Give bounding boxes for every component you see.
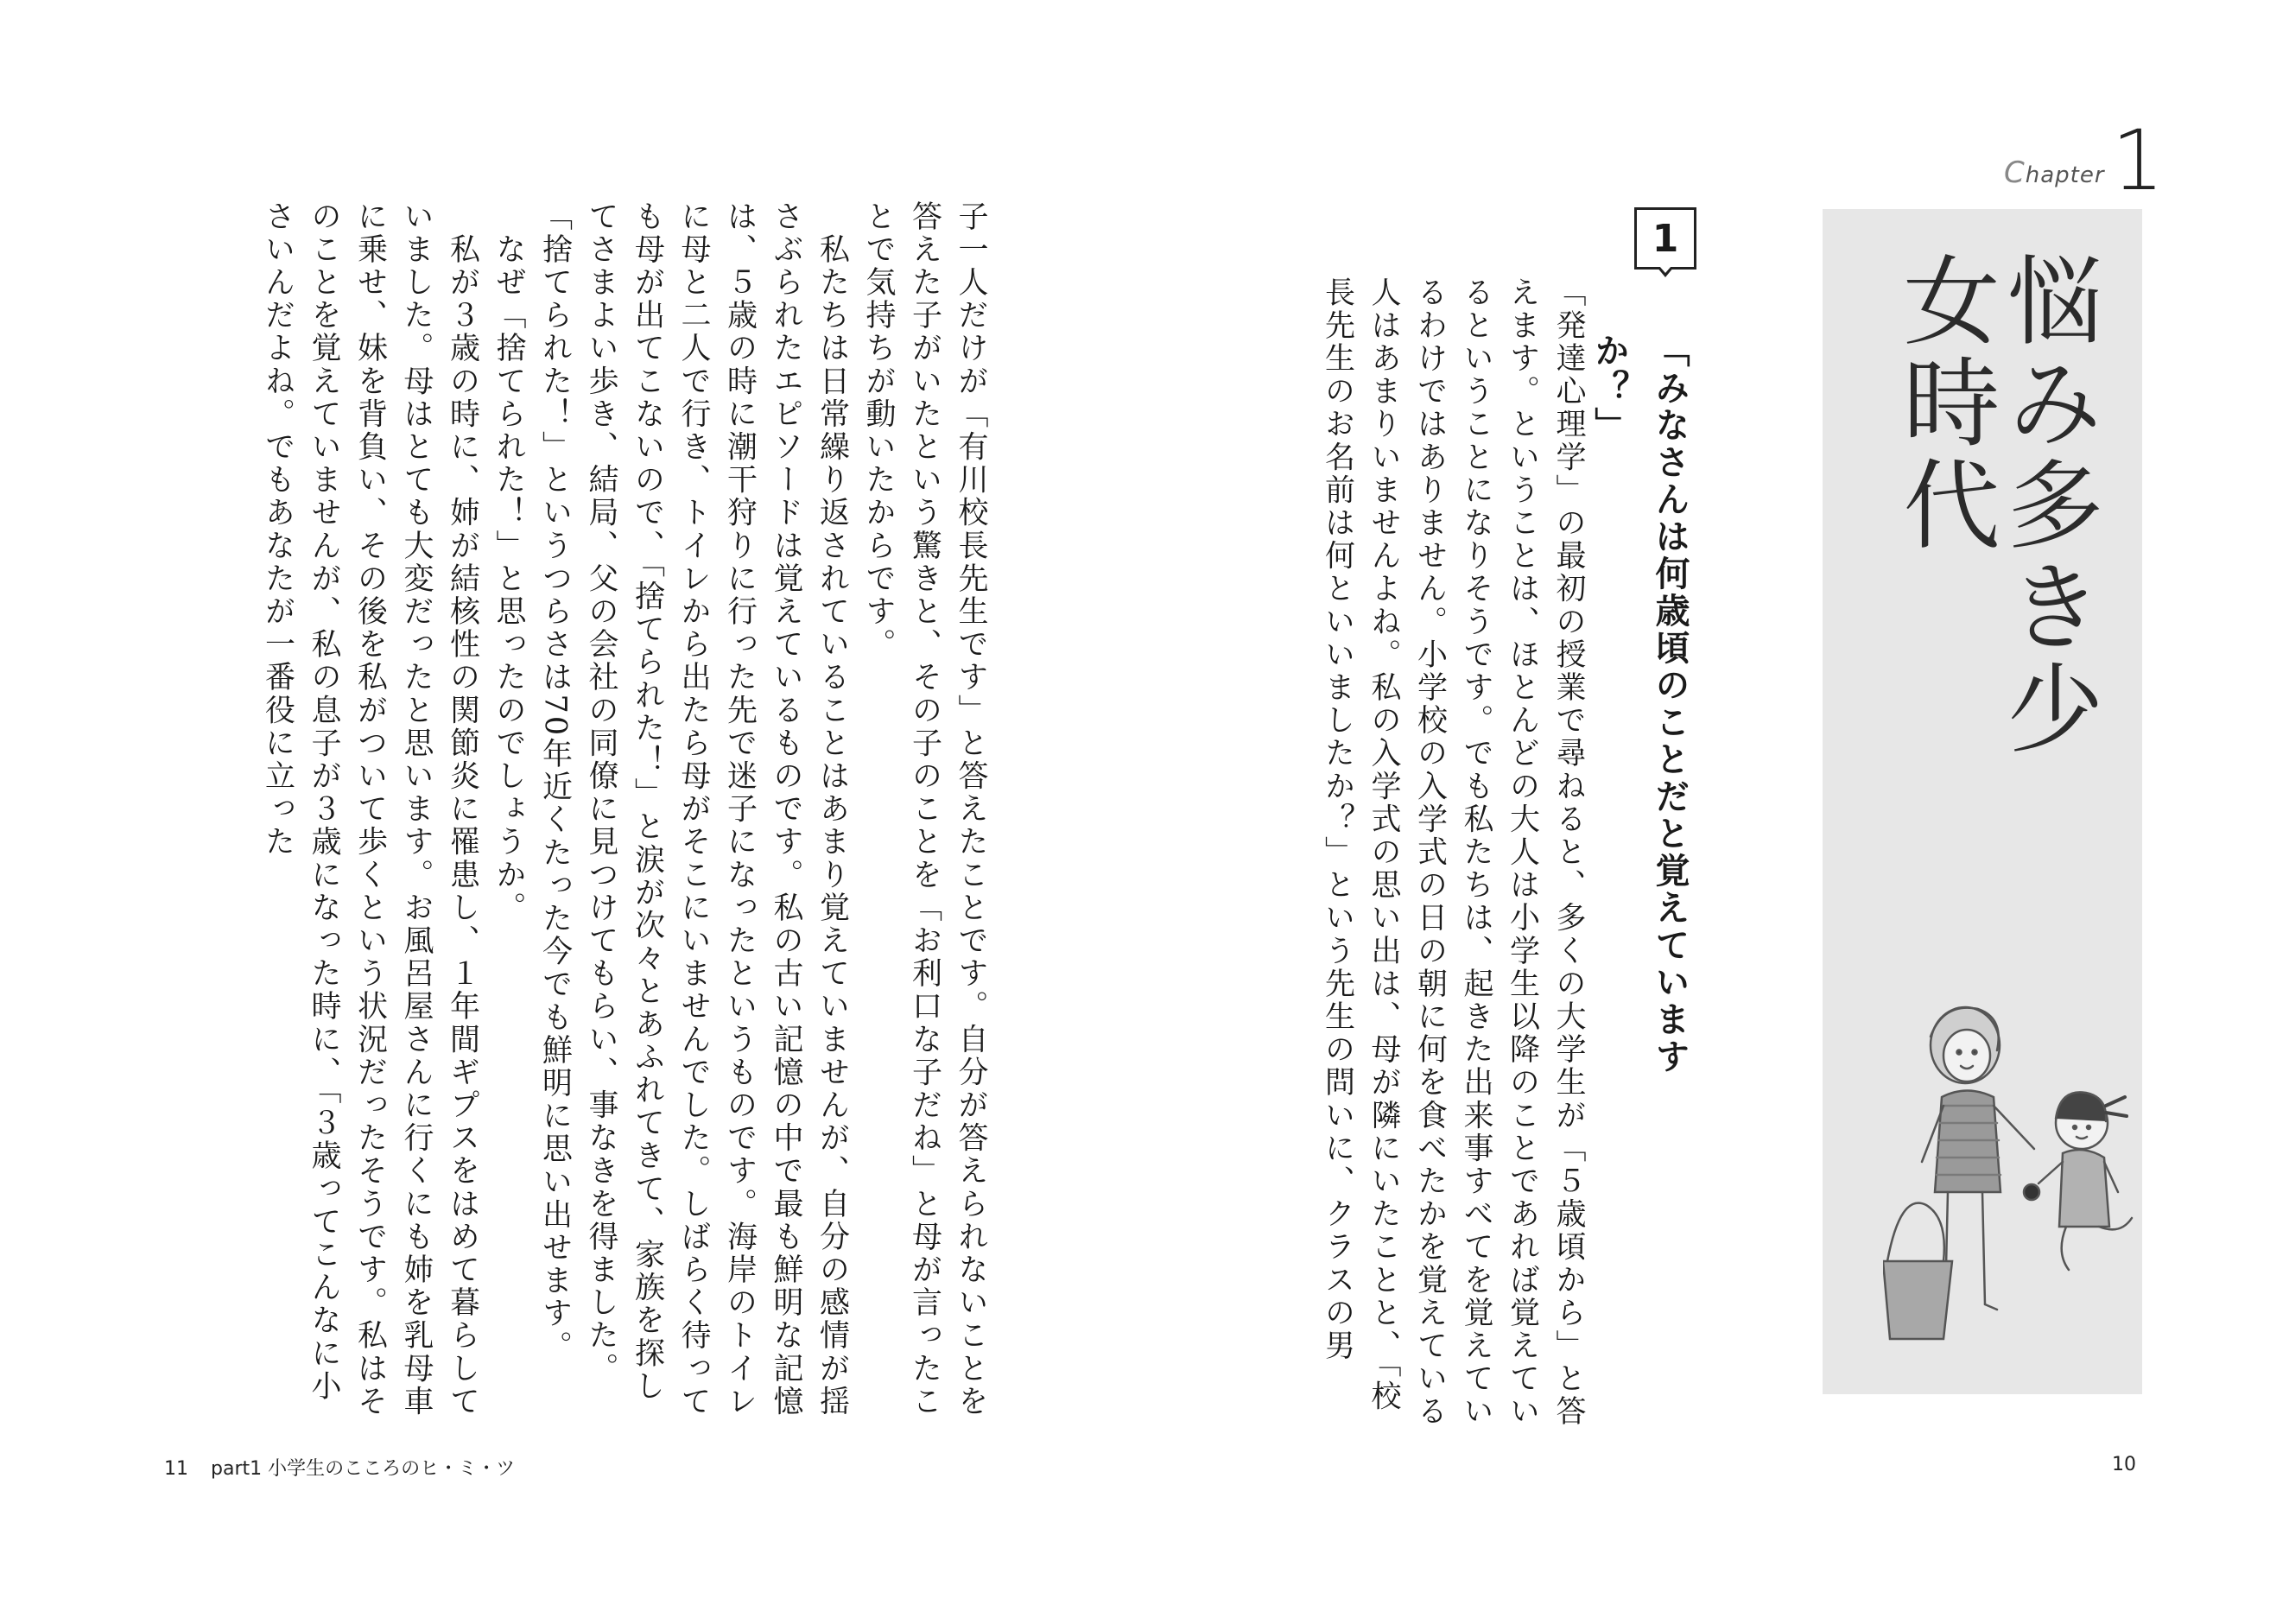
- mother-and-daughter-illustration-icon: [1883, 976, 2142, 1391]
- chapter-title: 悩み多き少女時代: [1887, 251, 2103, 760]
- left-page-body-text: 子一人だけが「有川校長先生です」と答えたことです。自分が答えられないことを答えた子がいたという驚きと、その子のことを「お利口な子だね」と母が言ったことで気持ちが動いたからです。 私たちは日常繰り返されていることはあまり覚えていませんが、自分の感情が揺さぶられたエピソードは覚えているものです。私の古い記憶の中で最も鮮明な記憶は、５歳の時に潮干狩りに行った先で迷子になったというものです。海岸のトイレに母と二人で行き、トイレから出たら母がそこにいませんでした。しばらく待っても母が出てこないので、「捨てられた！」と涙が次々とあふれてきて、家族を探してさまよい歩き、結局、父の会社の同僚に見つけてもらい、事なきを得ました。「捨てられた！」というつらさは70年近くたった今でも鮮明に思い出せます。 なぜ「捨てられた！」と思ったのでしょうか。 私が３歳の時に、姉が結核性の関節炎に罹患し、１年間ギプスをはめて暮らしていました。母はとても大変だったと思います。お風呂屋さんに行くにも姉を乳母車に乗せ、妹を背負い、その後を私がついて歩くという状況だったそうです。私はそのことを覚えていませんが、私の息子が３歳になった時に、「３歳ってこんなに小さいんだよね。でもあなたが一番役に立った: [260, 200, 988, 1418]
- running-head-part: part1: [211, 1458, 263, 1480]
- section-number: 1: [1652, 216, 1679, 261]
- chapter-word: Chapter: [2004, 155, 2105, 190]
- chapter-number: 1: [2111, 112, 2165, 209]
- running-head-title: 小学生のこころのヒ・ミ・ツ: [268, 1458, 516, 1480]
- left-page-footer: [164, 1454, 515, 1481]
- section-number-box: [1634, 207, 1696, 270]
- section-box-pointer-inner: [1659, 266, 1671, 273]
- chapter-label: [2004, 112, 2165, 209]
- right-page-body-text: 「発達心理学」の最初の授業で尋ねると、多くの大学生が「５歳頃から」と答えます。ということは、ほとんどの大人は小学生以降のことであれば覚えているということになりそうです。でも私たちは、起きた出来事すべてを覚えているわけではありません。小学校の入学式の日の朝に何を食べたかを覚えている人はあまりいませんよね。私の入学式の思い出は、母が隣にいたことと、「校長先生のお名前は何といいましたか？」という先生の問いに、クラスの男: [1320, 276, 1586, 1429]
- section-heading: 「みなさんは何歳頃のことだと覚えていますか？」: [1589, 333, 1690, 1075]
- left-page-number: 11: [164, 1458, 188, 1480]
- right-page-number: 10: [2112, 1454, 2136, 1475]
